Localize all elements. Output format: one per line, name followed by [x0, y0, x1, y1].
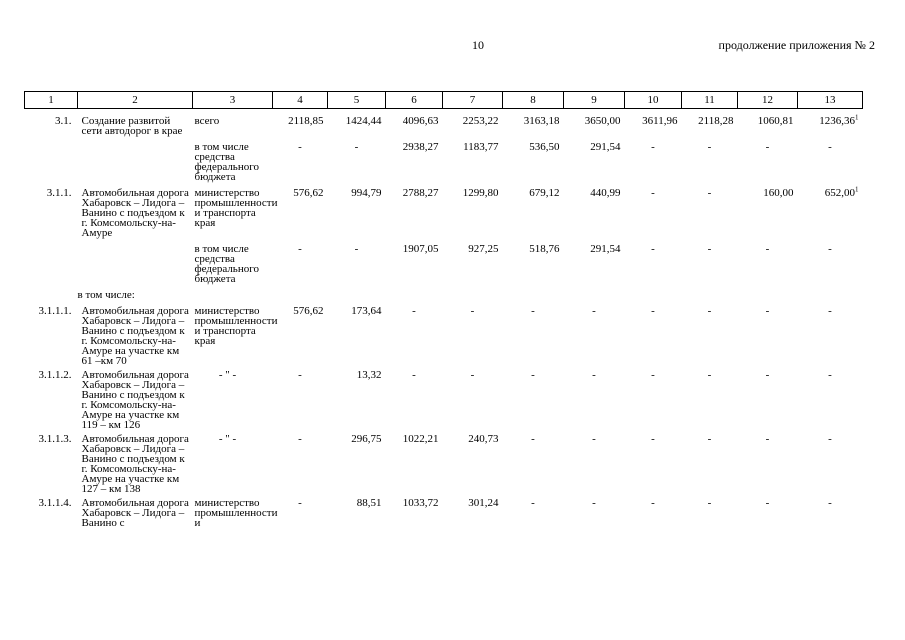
row-value: 1183,77 [463, 141, 499, 153]
row-value: - [765, 243, 770, 255]
row-responsible: в том числе средства федерального бюджета [194, 141, 259, 183]
row-value: - [592, 305, 596, 317]
row-value: - [651, 141, 655, 153]
row-value: - [828, 141, 832, 153]
row-value: - [828, 243, 832, 255]
column-header: 9 [564, 92, 625, 109]
footnote-marker: 1 [855, 185, 859, 194]
row-name: Автомобильная дорога Хабаровск – Лидога – Ванино с подъездом к г. Комсомольску-на-Амуре [81, 187, 189, 239]
inline-note: в том числе: [77, 289, 135, 301]
table-row [25, 366, 863, 430]
row-value: 518,76 [529, 243, 560, 255]
row-value: - [765, 141, 770, 153]
row-value: - [707, 187, 712, 199]
row-value: 1060,81 [757, 115, 794, 127]
row-code [25, 136, 78, 182]
row-value-text: 652,00 [824, 187, 855, 199]
table-row [25, 109, 863, 137]
table-row [25, 300, 863, 366]
row-value: 536,50 [529, 141, 560, 153]
row-value: 2118,85 [288, 115, 324, 127]
row-value: - [531, 433, 535, 445]
row-value: 2788,27 [402, 187, 439, 199]
row-value: 679,12 [529, 187, 560, 199]
column-header: 5 [328, 92, 386, 109]
row-value: 3611,96 [642, 115, 678, 127]
row-responsible: всего [194, 115, 220, 127]
row-value: 4096,63 [402, 115, 439, 127]
column-header: 7 [443, 92, 503, 109]
row-value: - [651, 305, 655, 317]
row-value: 1299,80 [462, 187, 499, 199]
row-value: 173,64 [351, 305, 382, 317]
table-row [25, 182, 863, 238]
row-value: - [470, 369, 475, 381]
row-value: - [765, 305, 770, 317]
row-value: - [651, 243, 655, 255]
row-name [78, 136, 193, 182]
column-header: 2 [78, 92, 193, 109]
row-responsible: министерство промышленности и транспорта края [194, 305, 278, 347]
row-value: - [828, 497, 832, 509]
row-value: - [651, 497, 655, 509]
row-value: 2938,27 [402, 141, 439, 153]
footnote-marker: 1 [855, 113, 859, 122]
row-value: 3650,00 [584, 115, 621, 127]
row-value-text: 1236,36 [819, 115, 855, 127]
column-header: 3 [193, 92, 273, 109]
page-number: 10 [472, 38, 484, 52]
row-value: - [828, 369, 832, 381]
row-value: 994,79 [351, 187, 382, 199]
row-value: - [707, 243, 712, 255]
row-value: 2118,28 [698, 115, 734, 127]
row-value: - [354, 243, 359, 255]
row-value: - [531, 305, 535, 317]
row-value: 3163,18 [523, 115, 560, 127]
row-value: - [828, 433, 832, 445]
column-header: 12 [738, 92, 798, 109]
row-value: 576,62 [293, 187, 324, 199]
row-value: - [707, 497, 712, 509]
row-value: - [412, 369, 416, 381]
row-value: 927,25 [468, 243, 499, 255]
row-name: Создание развитой сети автодорог в крае [81, 115, 183, 137]
row-value: 1022,21 [402, 433, 439, 445]
row-responsible: - " - [218, 369, 237, 381]
header-row [25, 92, 863, 109]
row-value: 160,00 [763, 187, 794, 199]
row-value: - [707, 305, 712, 317]
row-value: - [412, 305, 416, 317]
table-row [25, 494, 863, 528]
row-value: - [651, 433, 655, 445]
table-row [25, 430, 863, 494]
row-value: - [298, 369, 302, 381]
row-value: - [651, 187, 655, 199]
row-value: - [470, 305, 475, 317]
row-code: 3.1.1.3. [38, 433, 72, 445]
row-value: - [531, 497, 535, 509]
row-value: - [651, 369, 655, 381]
row-value: 2253,22 [462, 115, 499, 127]
row-code [25, 284, 78, 300]
row-value: - [592, 497, 596, 509]
row-value: 1033,72 [402, 497, 439, 509]
row-value: 291,54 [590, 243, 621, 255]
column-header: 1 [25, 92, 78, 109]
row-code: 3.1.1. [46, 187, 72, 199]
row-name: Автомобильная дорога Хабаровск – Лидога – Ванино с подъездом к г. Комсомольску-на-Амуре на участке км 127 – км 138 [81, 433, 189, 495]
row-value: 13,32 [356, 369, 382, 381]
row-name: Автомобильная дорога Хабаровск – Лидога – Ванино с подъездом к г. Комсомольску-на-Амуре на участке км 119 – км 126 [81, 369, 189, 431]
row-value: - [765, 497, 770, 509]
row-value: - [828, 305, 832, 317]
table-row [25, 284, 863, 300]
row-code: 3.1. [55, 115, 72, 127]
row-value: 240,73 [468, 433, 499, 445]
table-row [25, 136, 863, 182]
row-value: - [707, 369, 712, 381]
row-value: - [298, 141, 302, 153]
row-value: - [707, 141, 712, 153]
row-value: 296,75 [351, 433, 382, 445]
row-value: 291,54 [590, 141, 621, 153]
row-name: Автомобильная дорога Хабаровск – Лидога – Ванино с [81, 497, 189, 529]
row-code: 3.1.1.2. [38, 369, 72, 381]
budget-table [24, 91, 863, 528]
row-value [798, 182, 863, 238]
row-value [798, 109, 863, 137]
row-responsible: в том числе средства федерального бюджета [194, 243, 259, 285]
row-value: 301,24 [468, 497, 499, 509]
column-header: 8 [503, 92, 564, 109]
column-header: 11 [682, 92, 738, 109]
row-code: 3.1.1.4. [38, 497, 72, 509]
row-value: 1424,44 [345, 115, 382, 127]
row-name: Автомобильная дорога Хабаровск – Лидога – Ванино с подъездом к г. Комсомольску-на-Амуре на участке км 61 –км 70 [81, 305, 189, 367]
row-value: 88,51 [356, 497, 382, 509]
row-value: - [298, 243, 302, 255]
row-value: 440,99 [590, 187, 621, 199]
column-header: 10 [625, 92, 682, 109]
row-value: - [531, 369, 535, 381]
row-value: - [354, 141, 359, 153]
table-row [25, 238, 863, 284]
row-responsible: министерство промышленности и [194, 497, 278, 529]
column-header: 13 [798, 92, 863, 109]
row-value: - [765, 369, 770, 381]
row-value: - [298, 497, 302, 509]
row-code: 3.1.1.1. [38, 305, 72, 317]
row-value: - [298, 433, 302, 445]
row-value: - [707, 433, 712, 445]
row-value: - [592, 433, 596, 445]
continuation-label: продолжение приложения № 2 [718, 38, 875, 52]
row-responsible: министерство промышленности и транспорта края [194, 187, 278, 229]
row-value: 576,62 [293, 305, 324, 317]
row-responsible: - " - [218, 433, 237, 445]
row-value: - [592, 369, 596, 381]
row-value: 1907,05 [402, 243, 439, 255]
column-header: 4 [273, 92, 328, 109]
row-code [25, 238, 78, 284]
row-name [78, 238, 193, 284]
row-value: - [765, 433, 770, 445]
column-header: 6 [386, 92, 443, 109]
